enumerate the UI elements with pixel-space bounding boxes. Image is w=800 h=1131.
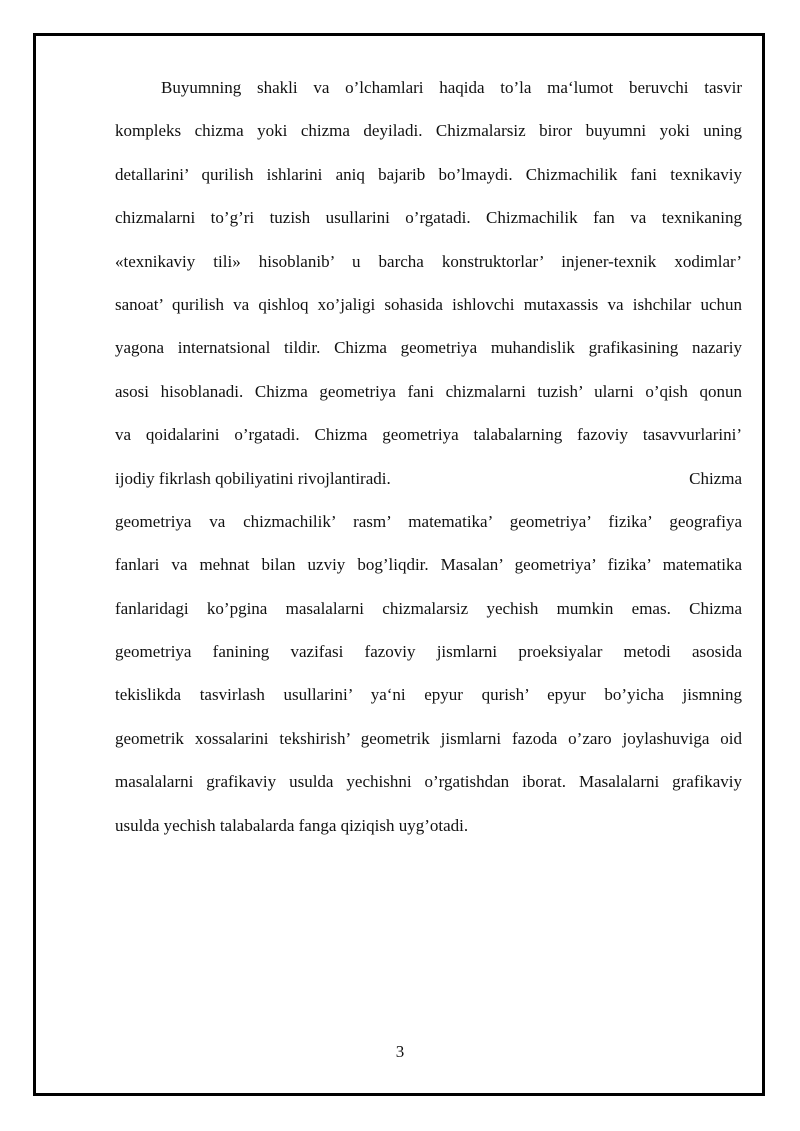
text-line: yagona internatsional tildir. Chizma geometriya muhandislik grafikasining nazariy bbox=[115, 338, 742, 358]
text-line-end: Chizma bbox=[689, 468, 742, 488]
text-line: asosi hisoblanadi. Chizma geometriya fani chizmalarni tuzish’ ularni o’qish qonun bbox=[115, 381, 742, 401]
text-line: va qoidalarini o’rgatadi. Chizma geometriya talabalarning fazoviy tasavvurlarini’ bbox=[115, 425, 742, 445]
text-line bbox=[115, 457, 742, 500]
text-line: detallarini’ qurilish ishlarini aniq bajarib bo’lmaydi. Chizmachilik fani texnikaviy bbox=[115, 164, 742, 184]
text-line: sanoat’ qurilish va qishloq xo’jaligi sohasida ishlovchi mutaxassis va ishchilar uchun bbox=[115, 294, 742, 314]
text-line: «texnikaviy tili» hisoblanib’ u barcha konstruktorlar’ injener-texnik xodimlar’ bbox=[115, 251, 742, 271]
text-line: geometriya va chizmachilik’ rasm’ matematika’ geometriya’ fizika’ geografiya bbox=[115, 511, 742, 531]
text-line: fanlari va mehnat bilan uzviy bog’liqdir. Masalan’ geometriya’ fizika’ matematika bbox=[115, 555, 742, 575]
text-line: geometrik xossalarini tekshirish’ geometrik jismlarni fazoda o’zaro joylashuviga oid bbox=[115, 728, 742, 748]
text-line-start: ijodiy fikrlash qobiliyatini rivojlantiradi. bbox=[115, 468, 391, 488]
text-line: tekislikda tasvirlash usullarini’ ya‘ni epyur qurish’ epyur bo’yicha jismning bbox=[115, 685, 742, 705]
text-line: chizmalarni to’g’ri tuzish usullarini o’rgatadi. Chizmachilik fan va texnikaning bbox=[115, 208, 742, 228]
text-line: masalalarni grafikaviy usulda yechishni o’rgatishdan iborat. Masalalarni grafikaviy bbox=[115, 772, 742, 792]
text-line: fanlaridagi ko’pgina masalalarni chizmalarsiz yechish mumkin emas. Chizma bbox=[115, 598, 742, 618]
text-line: kompleks chizma yoki chizma deyiladi. Chizmalarsiz biror buyumni yoki uning bbox=[115, 121, 742, 141]
page-number: 3 bbox=[395, 1042, 405, 1061]
text-line: usulda yechish talabalarda fanga qiziqish uyg’otadi. bbox=[115, 815, 469, 835]
text-line: geometriya fanining vazifasi fazoviy jismlarni proeksiyalar metodi asosida bbox=[115, 642, 742, 662]
text-line: Buyumning shakli va o’lchamlari haqida to’la ma‘lumot beruvchi tasvir bbox=[161, 78, 742, 97]
body-text bbox=[115, 66, 742, 847]
